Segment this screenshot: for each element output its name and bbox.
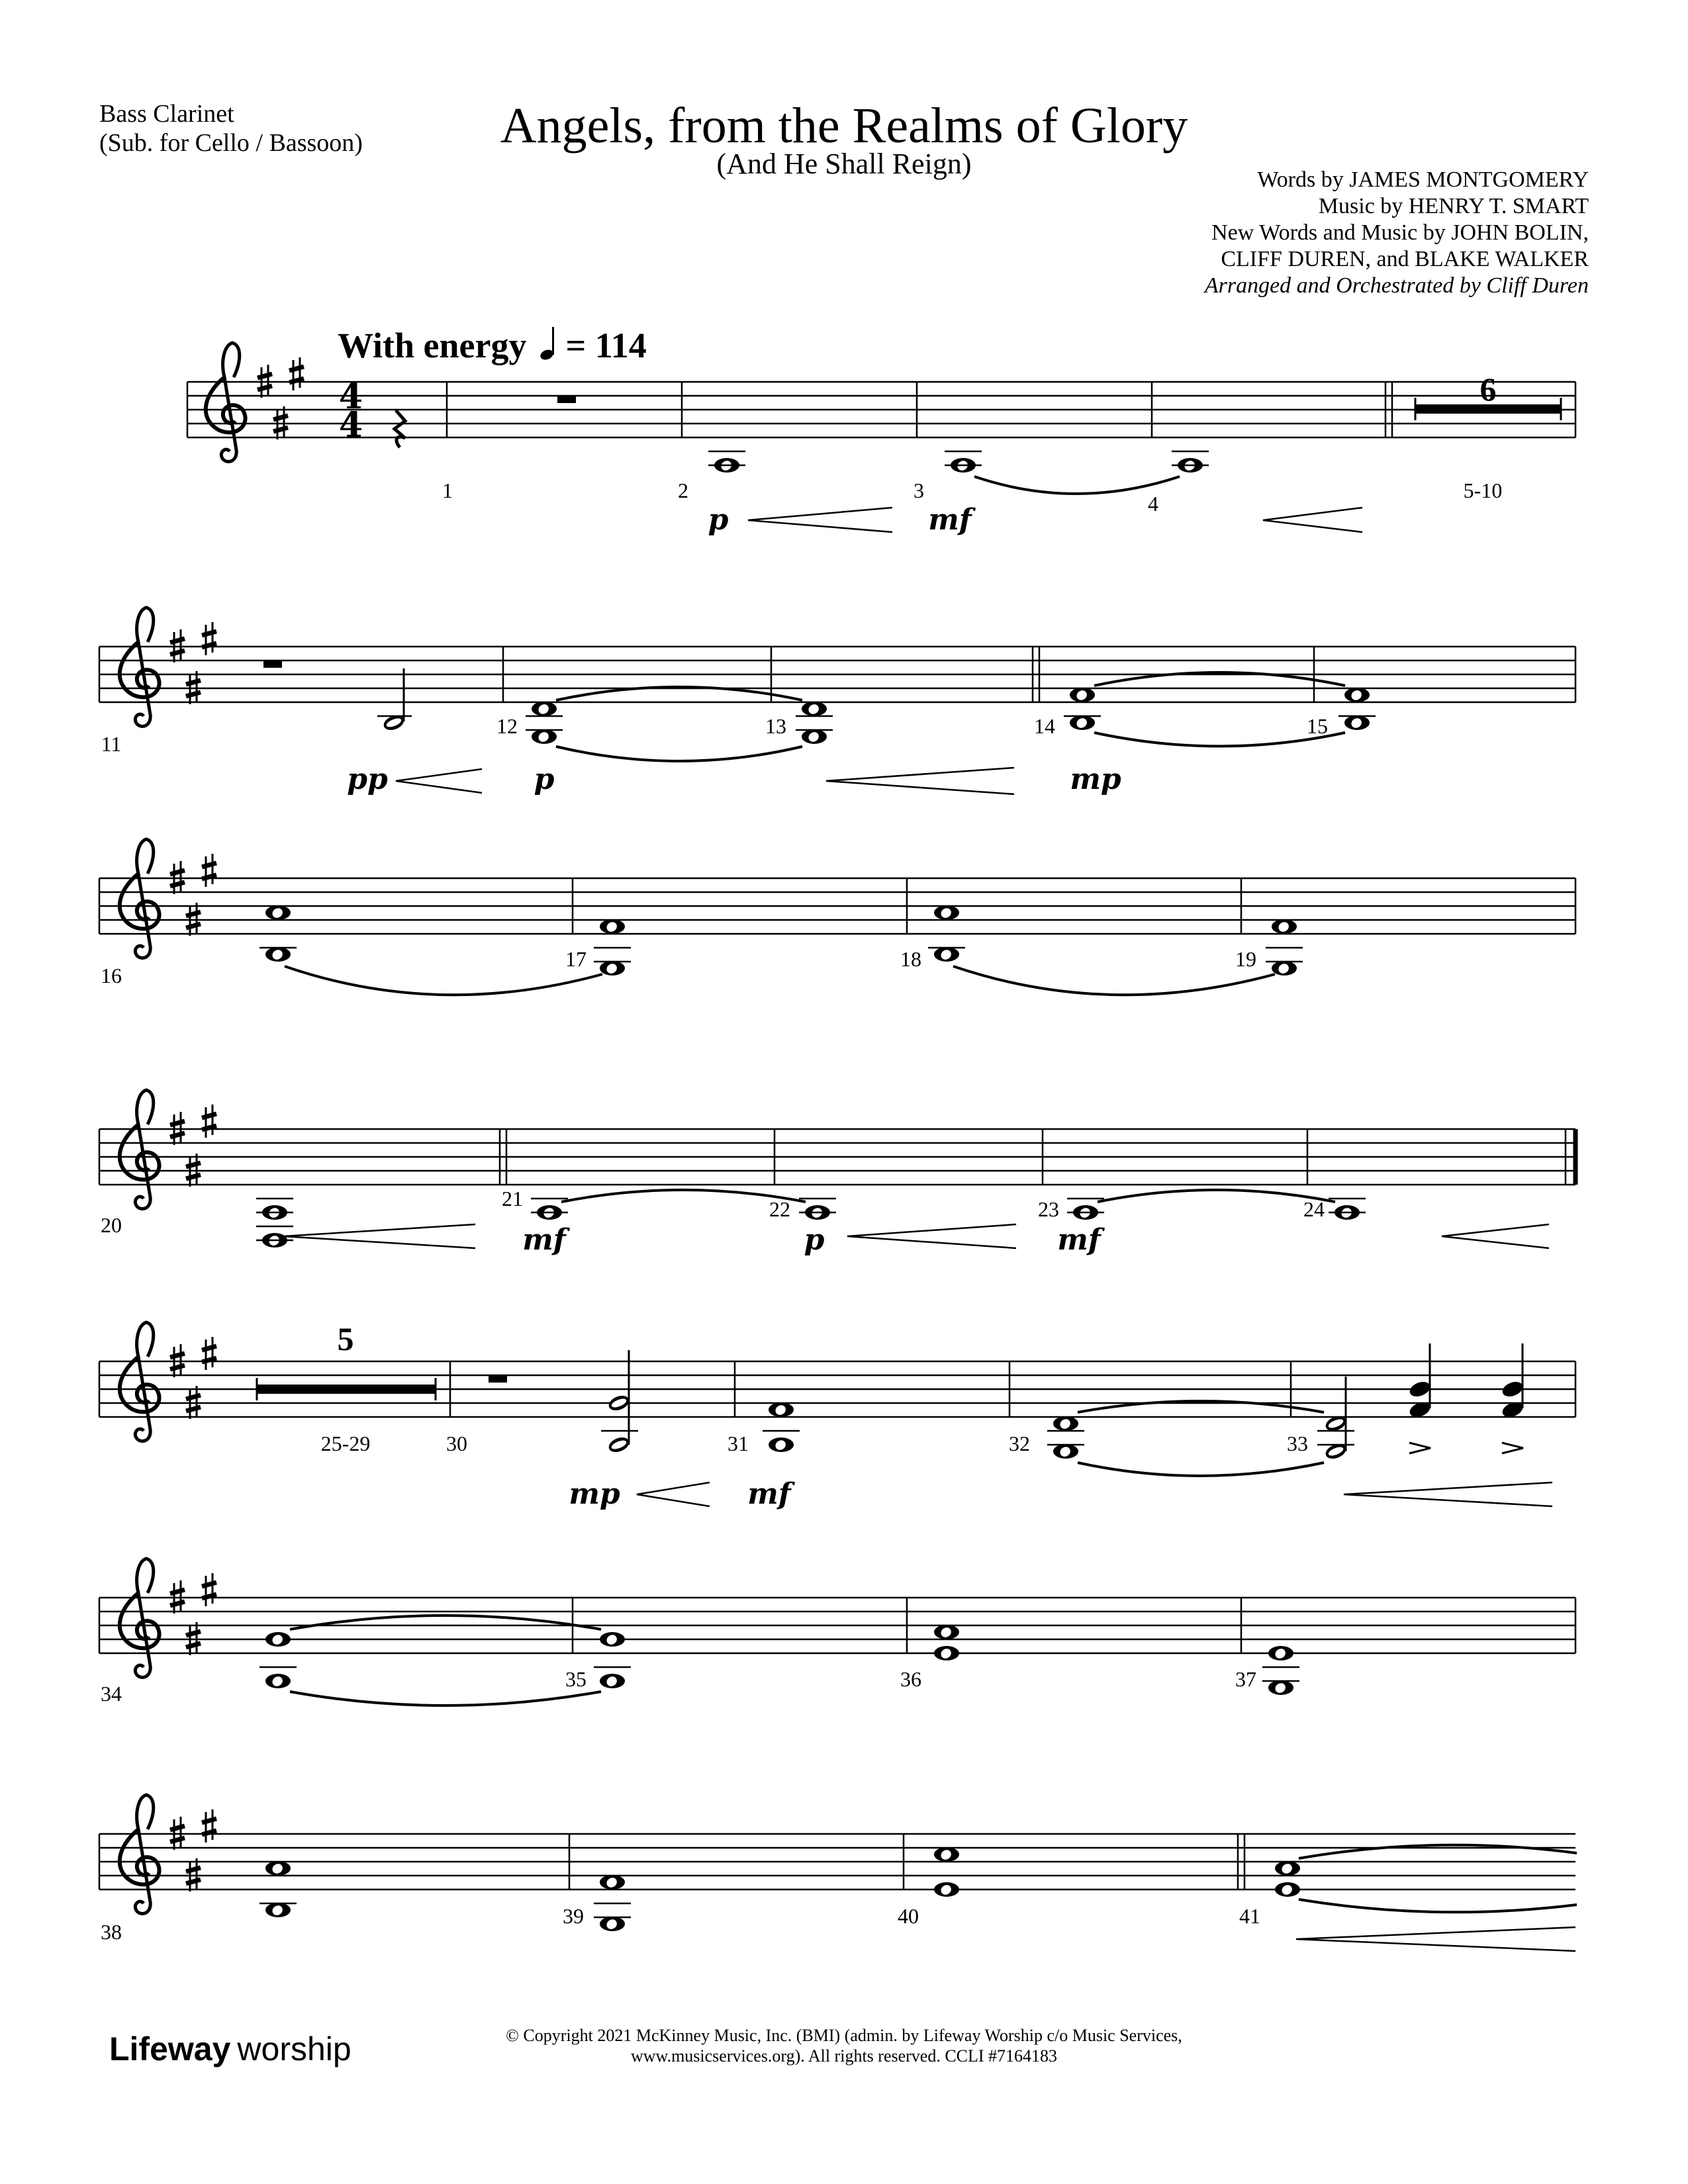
dynamic-marking: p [534, 762, 555, 796]
sharp-icon [202, 1105, 216, 1138]
measure-number: 12 [496, 714, 518, 738]
whole-note [600, 961, 625, 976]
measure-number: 16 [101, 964, 122, 987]
whole-note [934, 1847, 959, 1862]
measure-number: 17 [565, 947, 586, 971]
measure-number: 33 [1287, 1432, 1308, 1455]
credit-words: Words by JAMES MONTGOMERY [1257, 167, 1589, 192]
crescendo-hairpin [847, 1224, 1016, 1248]
crescendo-hairpin [1296, 1927, 1575, 1951]
measure-number: 35 [565, 1667, 586, 1691]
multirest-count: 5 [337, 1320, 354, 1357]
accent-icon [1502, 1443, 1523, 1453]
whole-note [1275, 1861, 1300, 1876]
measure-number: 14 [1034, 714, 1055, 738]
whole-note [265, 1903, 291, 1917]
whole-note [600, 1917, 625, 1931]
credit-new-words-2: CLIFF DUREN, and BLAKE WALKER [1221, 247, 1589, 271]
tempo-text: With energy [338, 326, 527, 365]
crescendo-hairpin [1263, 508, 1362, 532]
whole-note [934, 947, 959, 962]
system-5 [99, 1320, 1575, 1511]
measure-number: 37 [1235, 1667, 1256, 1691]
measure-number: 31 [727, 1432, 749, 1455]
measure-number: 20 [101, 1213, 122, 1237]
logo-light-text: worship [237, 2030, 352, 2068]
measure-number: 30 [446, 1432, 467, 1455]
quarter-rest-icon [395, 410, 405, 447]
measure-number: 19 [1235, 947, 1256, 971]
instrument-name: Bass Clarinet (Sub. for Cello / Bassoon) [99, 100, 363, 157]
crescendo-hairpin [1344, 1482, 1552, 1506]
sharp-icon [289, 357, 304, 390]
whole-note [600, 1632, 625, 1647]
whole-note [600, 1875, 625, 1889]
whole-note [934, 1646, 959, 1661]
whole-note [1070, 715, 1095, 730]
sharp-icon [202, 1337, 216, 1370]
whole-note [802, 702, 827, 716]
measure-number: 5-10 [1463, 478, 1503, 502]
piece-title: Angels, from the Realms of Glory [500, 98, 1188, 154]
measure-number: 22 [769, 1197, 790, 1221]
whole-note [934, 1625, 959, 1639]
piece-subtitle: (And He Shall Reign) [716, 148, 972, 180]
whole-note [934, 905, 959, 920]
measure-number: 40 [898, 1904, 919, 1928]
multirest-bar [257, 1385, 436, 1394]
copyright-line-1: © Copyright 2021 McKinney Music, Inc. (BMI) (admin. by Lifeway Worship c/o Music Services, [506, 2026, 1182, 2045]
dynamic-marking: mp [1070, 762, 1121, 796]
sharp-icon [202, 1573, 216, 1606]
time-signature-top: 4 [338, 377, 363, 417]
quarter-note [1407, 1379, 1432, 1400]
whole-note [769, 1402, 794, 1417]
whole-note [265, 1674, 291, 1688]
whole-note [1268, 1680, 1293, 1695]
credit-new-words: New Words and Music by JOHN BOLIN, [1211, 220, 1589, 245]
dynamic-marking: p [708, 503, 729, 537]
tempo-bpm: = 114 [565, 326, 647, 365]
copyright-notice [0, 2025, 1688, 2066]
system-3 [99, 839, 1575, 995]
dynamic-marking: pp [347, 762, 388, 796]
dynamic-marking: mf [747, 1477, 791, 1511]
whole-note [769, 1437, 794, 1452]
treble-clef-icon [120, 1559, 160, 1678]
measure-number: 25-29 [320, 1432, 371, 1455]
time-signature-bottom: 4 [338, 405, 363, 445]
system-7 [99, 1795, 1577, 1951]
measure-number: 39 [563, 1904, 584, 1928]
credit-arranger: Arranged and Orchestrated by Cliff Duren [1204, 273, 1589, 298]
whole-note [1053, 1444, 1078, 1459]
measure-number: 11 [101, 732, 122, 756]
crescendo-hairpin [637, 1482, 710, 1506]
whole-note [1344, 688, 1370, 702]
treble-clef-icon [120, 1090, 160, 1209]
half-note [606, 1435, 631, 1455]
quarter-note [1500, 1379, 1524, 1400]
whole-note [265, 1632, 291, 1647]
whole-note [532, 729, 557, 744]
crescendo-hairpin [826, 768, 1014, 794]
measure-number: 3 [914, 478, 924, 502]
sharp-icon [202, 854, 216, 887]
multirest-count: 6 [1479, 371, 1497, 408]
half-rest-icon [263, 660, 282, 668]
sharp-icon [202, 1809, 216, 1843]
measure-number: 34 [101, 1682, 122, 1706]
crescendo-hairpin [1442, 1224, 1549, 1248]
system-4 [99, 1090, 1575, 1257]
measure-number: 4 [1148, 492, 1158, 516]
whole-note [1344, 715, 1370, 730]
dynamic-marking: mf [928, 503, 972, 537]
logo-bold-text: Lifeway [109, 2030, 231, 2068]
whole-note [532, 702, 557, 716]
measure-number: 21 [502, 1187, 523, 1210]
whole-note [1275, 1882, 1300, 1897]
measure-number: 13 [765, 714, 786, 738]
treble-clef-icon [120, 839, 160, 958]
copyright-line-2: www.musicservices.org). All rights reserved. CCLI #7164183 [630, 2046, 1058, 2066]
system-6 [99, 1559, 1575, 1706]
measure-number: 15 [1307, 714, 1328, 738]
half-note [606, 1393, 631, 1414]
crescendo-hairpin [748, 508, 892, 532]
measure-number: 23 [1038, 1197, 1059, 1221]
whole-note [1268, 1646, 1293, 1661]
measure-number: 24 [1303, 1197, 1325, 1221]
credit-music: Music by HENRY T. SMART [1318, 194, 1589, 218]
whole-note [1272, 919, 1297, 934]
whole-note [265, 905, 291, 920]
half-rest-icon [557, 396, 576, 403]
measure-number: 38 [101, 1920, 122, 1944]
treble-clef-icon [206, 343, 246, 462]
whole-note [934, 1882, 959, 1897]
dynamic-marking: mp [569, 1477, 620, 1511]
whole-note [600, 1674, 625, 1688]
whole-note [1053, 1416, 1078, 1431]
crescendo-hairpin [396, 769, 482, 793]
whole-note [1272, 961, 1297, 976]
whole-note [265, 1861, 291, 1876]
whole-note [1070, 688, 1095, 702]
whole-note [802, 729, 827, 744]
measure-number: 32 [1009, 1432, 1030, 1455]
measure-number: 36 [900, 1667, 921, 1691]
crescendo-hairpin [283, 1224, 475, 1248]
measure-number: 2 [678, 478, 688, 502]
treble-clef-icon [120, 1322, 160, 1441]
system-1 [187, 343, 1575, 537]
treble-clef-icon [120, 608, 160, 727]
whole-note [600, 919, 625, 934]
accent-icon [1409, 1443, 1430, 1453]
sharp-icon [202, 622, 216, 655]
system-2 [99, 608, 1575, 796]
half-rest-icon [489, 1375, 507, 1383]
dynamic-marking: mf [1057, 1223, 1101, 1257]
measure-number: 18 [900, 947, 921, 971]
dynamic-marking: mf [522, 1223, 566, 1257]
whole-note [265, 947, 291, 962]
treble-clef-icon [120, 1795, 160, 1914]
measure-number: 41 [1239, 1904, 1260, 1928]
dynamic-marking: p [804, 1223, 825, 1257]
measure-number: 1 [442, 478, 453, 502]
